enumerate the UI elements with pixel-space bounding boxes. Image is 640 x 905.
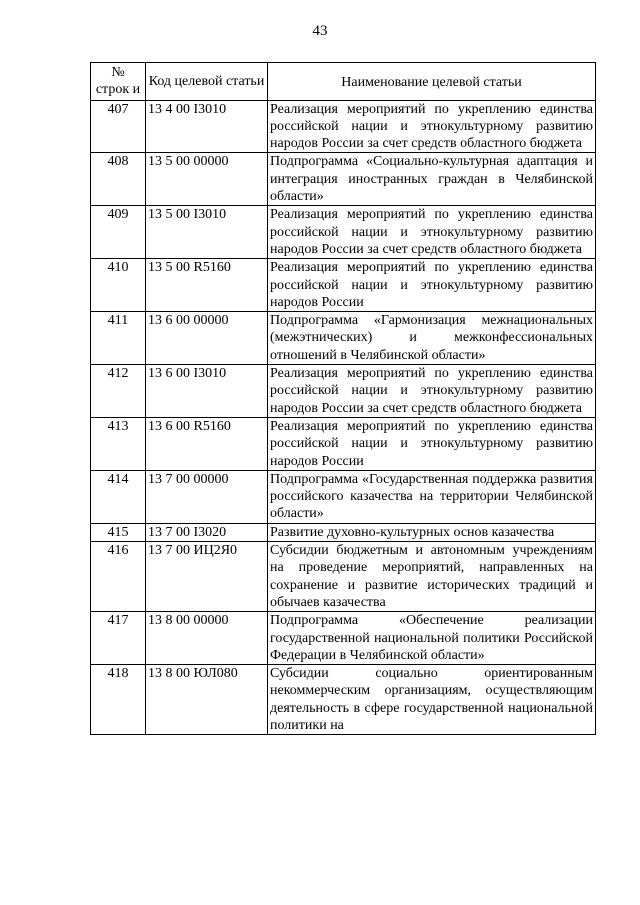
- article-name: Подпрограмма «Гармонизация межнациональных (межэтнических) и межконфессиональных отношений в Челябинской области»: [268, 312, 596, 365]
- article-code: 13 5 00 I3010: [146, 206, 268, 259]
- article-name: Реализация мероприятий по укреплению единства российской нации и этнокультурному развитию народов России за счет средств областного бюджета: [268, 365, 596, 418]
- article-code: 13 6 00 R5160: [146, 417, 268, 470]
- article-code: 13 5 00 00000: [146, 153, 268, 206]
- target-articles-table: [90, 62, 596, 735]
- table-row: [91, 206, 596, 259]
- row-number: 414: [91, 470, 146, 523]
- row-number: 417: [91, 612, 146, 665]
- header-name: Наименование целевой статьи: [268, 63, 596, 101]
- table-row: [91, 612, 596, 665]
- table-row: [91, 153, 596, 206]
- header-code: Код целевой статьи: [146, 63, 268, 101]
- article-name: Подпрограмма «Социально-культурная адаптация и интеграция иностранных граждан в Челябинской области»: [268, 153, 596, 206]
- table-row: [91, 100, 596, 153]
- article-code: 13 4 00 I3010: [146, 100, 268, 153]
- table-row: [91, 542, 596, 612]
- article-name: Подпрограмма «Государственная поддержка развития российского казачества на территории Челябинской области»: [268, 470, 596, 523]
- article-name: Реализация мероприятий по укреплению единства российской нации и этнокультурному развитию народов России: [268, 259, 596, 312]
- article-name: Реализация мероприятий по укреплению единства российской нации и этнокультурному развитию народов России: [268, 417, 596, 470]
- header-row-number: № строк и: [91, 63, 146, 101]
- article-code: 13 8 00 00000: [146, 612, 268, 665]
- article-code: 13 7 00 ИЦ2Я0: [146, 542, 268, 612]
- article-name: Реализация мероприятий по укреплению единства российской нации и этнокультурному развитию народов России за счет средств областного бюджета: [268, 206, 596, 259]
- row-number: 408: [91, 153, 146, 206]
- article-name: Развитие духовно-культурных основ казачества: [268, 523, 596, 541]
- table-row: [91, 523, 596, 541]
- row-number: 412: [91, 365, 146, 418]
- row-number: 413: [91, 417, 146, 470]
- row-number: 415: [91, 523, 146, 541]
- row-number: 411: [91, 312, 146, 365]
- article-name: Реализация мероприятий по укреплению единства российской нации и этнокультурному развитию народов России за счет средств областного бюджета: [268, 100, 596, 153]
- table-header-row: [91, 63, 596, 101]
- page-number: 43: [312, 23, 328, 39]
- table-row: [91, 365, 596, 418]
- article-code: 13 7 00 00000: [146, 470, 268, 523]
- article-name: Подпрограмма «Обеспечение реализации государственной национальной политики Российской Федерации в Челябинской области»: [268, 612, 596, 665]
- article-name: Субсидии социально ориентированным некоммерческим организациям, осуществляющим деятельность в сфере государственной национальной политики на: [268, 665, 596, 735]
- table-row: [91, 665, 596, 735]
- table-row: [91, 312, 596, 365]
- row-number: 416: [91, 542, 146, 612]
- article-code: 13 6 00 I3010: [146, 365, 268, 418]
- article-code: 13 5 00 R5160: [146, 259, 268, 312]
- row-number: 410: [91, 259, 146, 312]
- article-code: 13 8 00 ЮЛ080: [146, 665, 268, 735]
- table-row: [91, 470, 596, 523]
- table-row: [91, 417, 596, 470]
- row-number: 407: [91, 100, 146, 153]
- table-row: [91, 259, 596, 312]
- article-code: 13 6 00 00000: [146, 312, 268, 365]
- row-number: 409: [91, 206, 146, 259]
- row-number: 418: [91, 665, 146, 735]
- article-code: 13 7 00 I3020: [146, 523, 268, 541]
- article-name: Субсидии бюджетным и автономным учреждениям на проведение мероприятий, направленных на сохранение и развитие исторических традиций и обычаев казачества: [268, 542, 596, 612]
